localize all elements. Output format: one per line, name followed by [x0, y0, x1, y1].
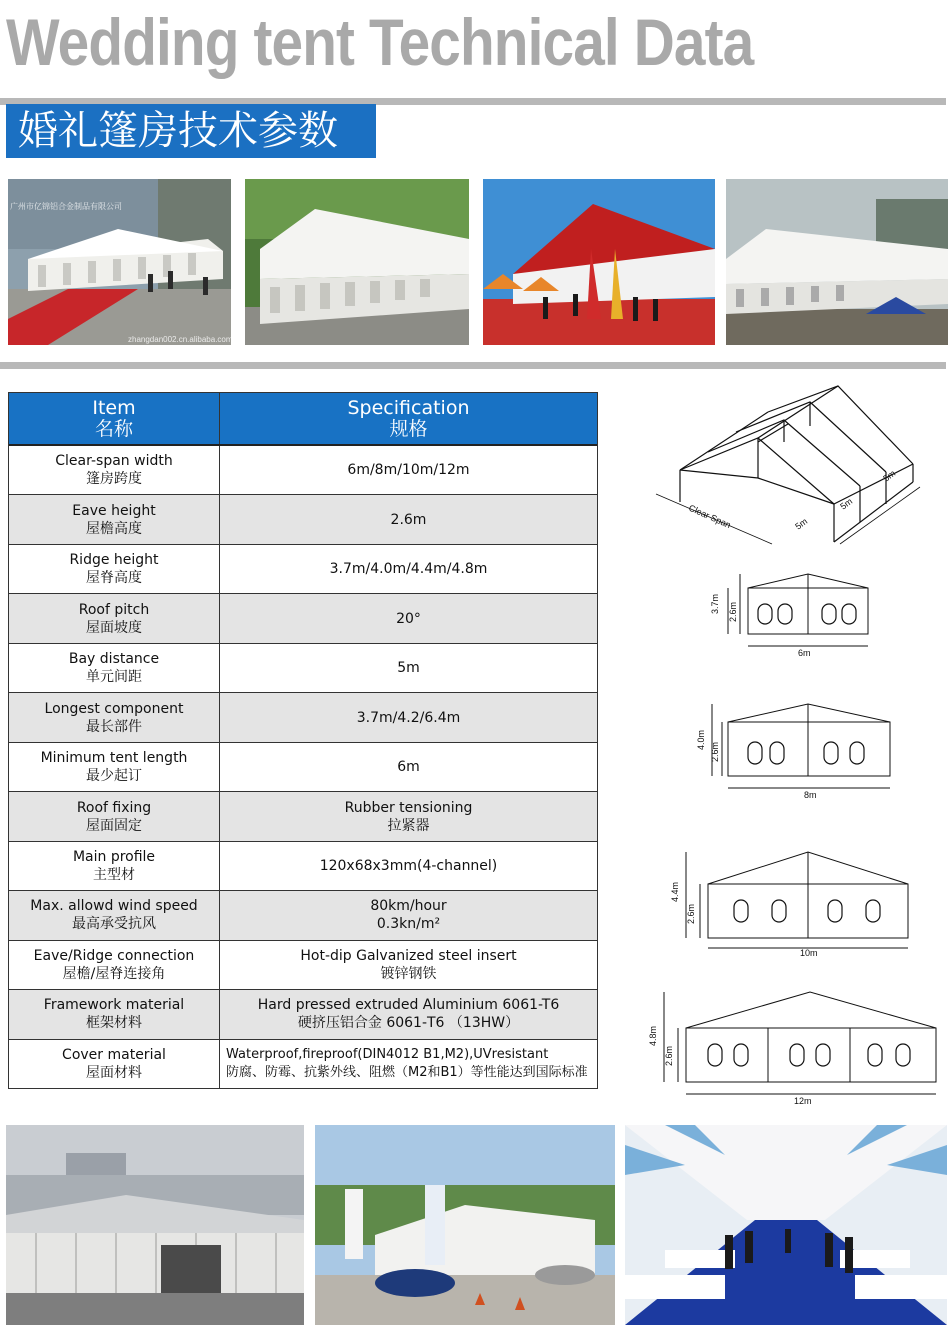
item-en: Longest component — [44, 700, 184, 717]
item-cn: 单元间距 — [86, 669, 142, 686]
spec-value: 3.7m/4.2/6.4m — [356, 709, 461, 726]
eave-height-label: 2.6m — [728, 601, 738, 622]
spec-value-cn: 0.3kn/m² — [376, 916, 441, 933]
spec-value-cn: 防腐、防霉、抗紫外线、阻燃（M2和B1）等性能达到国际标准 — [226, 1064, 588, 1080]
item-en: Minimum tent length — [40, 750, 188, 767]
width-label: 6m — [798, 648, 811, 658]
page-title: Wedding tent Technical Data — [6, 5, 754, 79]
spec-value: Hot-dip Galvanized steel insert — [300, 947, 517, 964]
spec-value: 80km/hour — [370, 898, 447, 915]
item-cn: 主型材 — [93, 866, 135, 883]
spec-table-header — [9, 393, 597, 446]
eave-height-label: 2.6m — [710, 741, 720, 762]
clear-span-label: Clear Span — [687, 502, 733, 531]
spec-value: 5m — [397, 660, 420, 677]
spec-value-cn: 镀锌钢铁 — [380, 965, 437, 982]
item-en: Ridge height — [69, 552, 159, 569]
spec-value: 2.6m — [390, 511, 427, 528]
spec-value: 6m/8m/10m/12m — [347, 462, 470, 479]
item-en: Roof fixing — [76, 799, 152, 816]
item-cn: 最高承受抗风 — [72, 916, 156, 933]
photo-watermark: zhangdan002.cn.alibaba.com — [128, 335, 233, 344]
item-en: Eave/Ridge connection — [33, 947, 195, 964]
photo-white-tent-trees — [245, 179, 469, 345]
item-en: Max. allowd wind speed — [30, 898, 198, 915]
bay-label: 5m — [793, 516, 810, 532]
ridge-height-label: 3.7m — [710, 593, 720, 614]
header-spec-cn: 规格 — [389, 417, 428, 440]
table-row — [9, 990, 597, 1039]
item-cn: 屋面固定 — [86, 817, 142, 834]
bay-label: 5m — [838, 496, 855, 512]
elevation-12m-diagram — [642, 988, 942, 1108]
item-cn: 屋檐/屋脊连接角 — [62, 965, 166, 982]
spec-value-cn: 硬挤压铝合金 6061-T6 （13HW） — [297, 1015, 520, 1032]
spec-value: Waterproof,fireproof(DIN4012 B1,M2),UVresistant — [226, 1046, 549, 1062]
photo-large-hall-tent — [6, 1125, 304, 1325]
table-row — [9, 594, 597, 643]
eave-height-label: 2.6m — [686, 903, 696, 924]
eave-height-label: 2.6m — [664, 1045, 674, 1066]
width-label: 8m — [804, 790, 817, 800]
table-row — [9, 941, 597, 990]
bay-label: 5m — [881, 468, 898, 484]
section-divider — [0, 362, 946, 369]
table-row — [9, 545, 597, 594]
table-row — [9, 743, 597, 792]
item-cn: 框架材料 — [86, 1015, 142, 1032]
tent-frame-isometric-diagram — [648, 382, 938, 557]
elevation-10m-diagram — [668, 848, 918, 956]
item-en: Main profile — [72, 848, 156, 865]
spec-value: Rubber tensioning — [344, 799, 473, 816]
table-row — [9, 446, 597, 495]
spec-value: 20° — [396, 610, 421, 627]
photo-long-white-tent — [726, 179, 948, 345]
header-spec-en: Specification — [347, 396, 470, 419]
item-en: Cover material — [62, 1046, 166, 1063]
table-row — [9, 693, 597, 742]
item-en: Framework material — [43, 997, 185, 1014]
photo-red-roof-tent-event — [483, 179, 715, 345]
table-row — [9, 792, 597, 841]
item-cn: 最长部件 — [86, 718, 142, 735]
width-label: 12m — [794, 1096, 812, 1106]
header-spec — [220, 393, 597, 444]
elevation-8m-diagram — [696, 700, 900, 800]
photo-exhibition-tent-cars — [315, 1125, 615, 1325]
item-en: Eave height — [72, 502, 156, 519]
item-en: Roof pitch — [78, 601, 150, 618]
item-cn: 最少起订 — [86, 768, 142, 785]
spec-value: 120x68x3mm(4-channel) — [319, 857, 498, 874]
ridge-height-label: 4.0m — [696, 729, 706, 750]
item-cn: 屋檐高度 — [86, 520, 142, 537]
table-row — [9, 1040, 597, 1088]
table-row — [9, 644, 597, 693]
item-cn: 篷房跨度 — [86, 471, 142, 488]
photo-watermark: 广州市亿锦铝合金制品有限公司 — [10, 202, 122, 211]
item-cn: 屋脊高度 — [86, 570, 142, 587]
photo-banquet-interior — [625, 1125, 947, 1325]
item-en: Bay distance — [68, 651, 160, 668]
spec-value-cn: 拉紧器 — [387, 817, 430, 834]
table-row — [9, 842, 597, 891]
item-en: Clear-span width — [55, 453, 173, 470]
width-label: 10m — [800, 948, 818, 958]
table-row — [9, 891, 597, 940]
photo-white-tent-red-carpet — [8, 179, 231, 345]
ridge-height-label: 4.8m — [648, 1025, 658, 1046]
ridge-height-label: 4.4m — [670, 881, 680, 902]
spec-value: Hard pressed extruded Aluminium 6061-T6 — [257, 997, 560, 1014]
spec-value: 3.7m/4.0m/4.4m/4.8m — [329, 561, 488, 578]
elevation-6m-diagram — [700, 570, 880, 660]
spec-table — [8, 392, 598, 1089]
header-item-en: Item — [92, 396, 136, 419]
header-item — [9, 393, 220, 444]
item-cn: 屋面材料 — [86, 1064, 142, 1081]
table-row — [9, 495, 597, 544]
spec-value: 6m — [397, 759, 420, 776]
item-cn: 屋面坡度 — [86, 619, 142, 636]
header-item-cn: 名称 — [94, 417, 133, 440]
chinese-subtitle-banner: 婚礼篷房技术参数 — [6, 104, 376, 158]
